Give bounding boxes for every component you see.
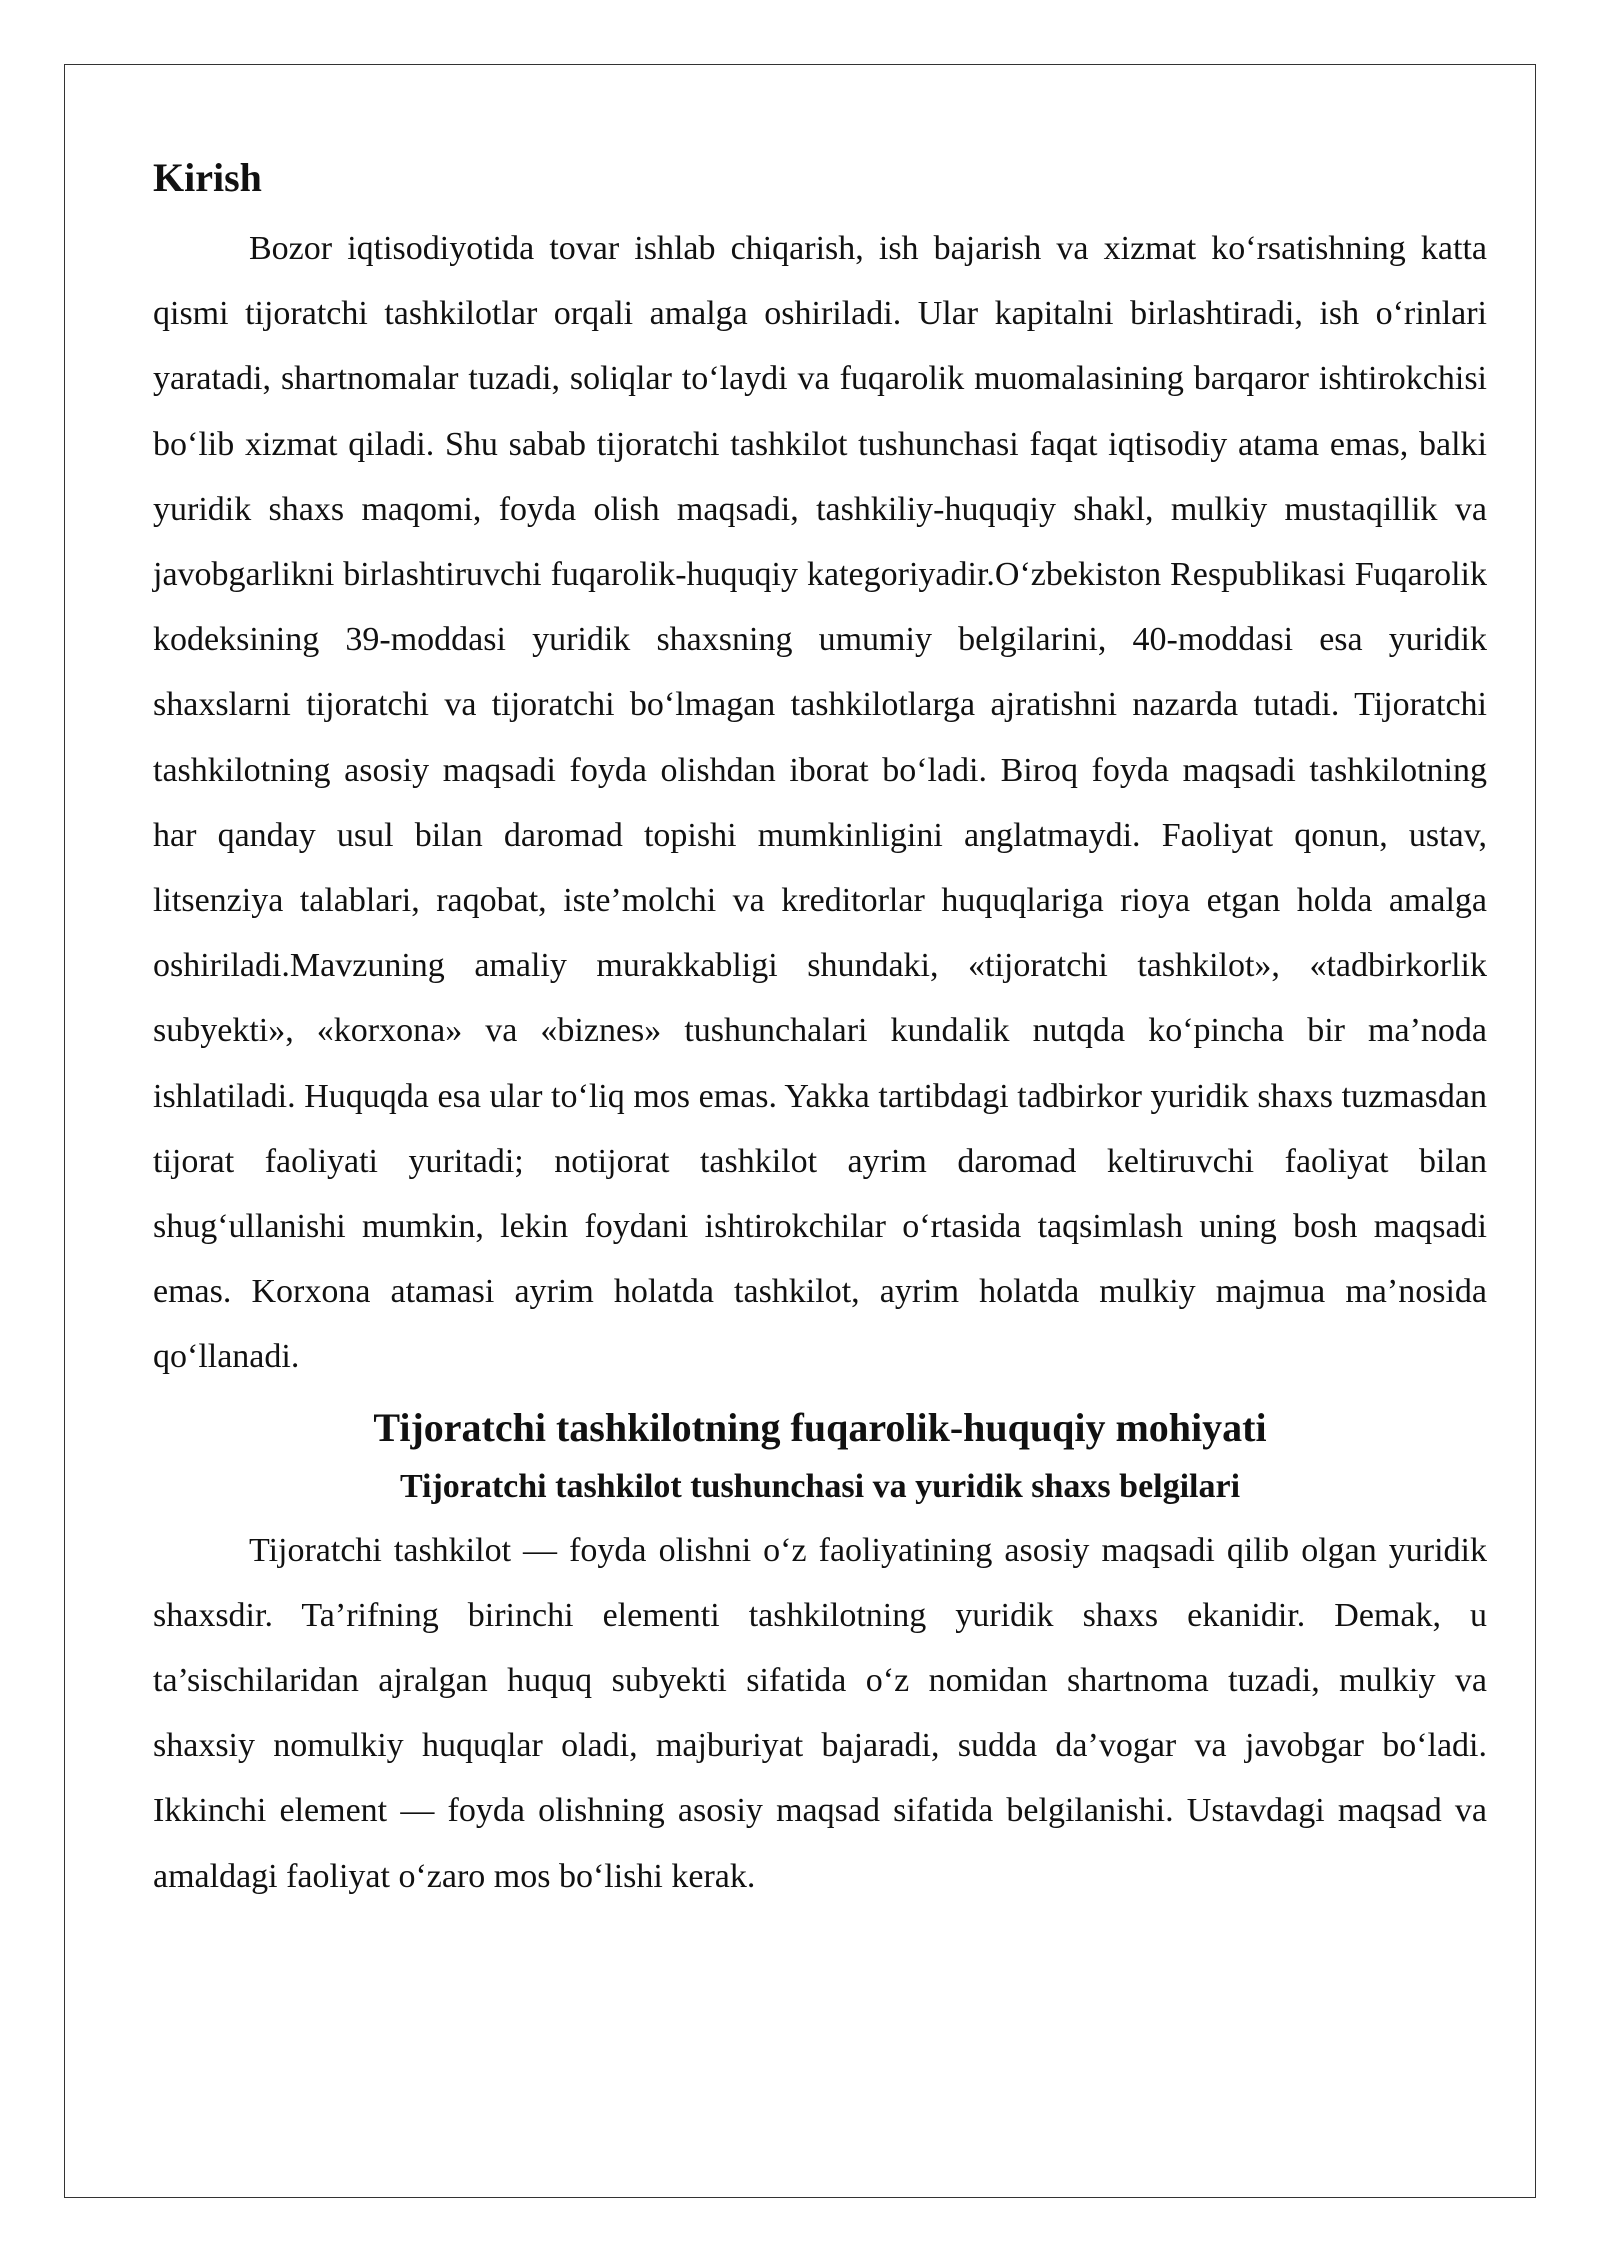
intro-paragraph: Bozor iqtisodiyotida tovar ishlab chiqarish, ish bajarish va xizmat ko‘rsatishning katta qismi tijoratchi tashkilotlar orqali amalga oshiriladi. Ular kapitalni birlashtiradi, ish o‘rinlari yaratadi, shartnomalar tuzadi, soliqlar to‘laydi va fuqarolik muomalasining barqaror ishtirokchisi bo‘lib xizmat qiladi. Shu sabab tijoratchi tashkilot tushunchasi faqat iqtisodiy atama emas, balki yuridik shaxs maqomi, foyda olish maqsadi, tashkiliy-huquqiy shakl, mulkiy mustaqillik va javobgarlikni birlashtiruvchi fuqarolik-huquqiy kategoriyadir.O‘zbekiston Respublikasi Fuqarolik kodeksining 39-moddasi yuridik shaxsning umumiy belgilarini, 40-moddasi esa yuridik shaxslarni tijoratchi va tijoratchi bo‘lmagan tashkilotlarga ajratishni nazarda tutadi. Tijoratchi tashkilotning asosiy maqsadi foyda olishdan iborat bo‘ladi. Biroq foyda maqsadi tashkilotning har qanday usul bilan daromad topishi mumkinligini anglatmaydi. Faoliyat qonun, ustav, litsenziya talablari, raqobat, iste’molchi va kreditorlar huquqlariga rioya etgan holda amalga oshiriladi.Mavzuning amaliy murakkabligi shundaki, «tijoratchi tashkilot», «tadbirkorlik subyekti», «korxona» va «biznes» tushunchalari kundalik nutqda ko‘pincha bir ma’noda ishlatiladi. Huquqda esa ular to‘liq mos emas. Yakka tartibdagi tadbirkor yuridik shaxs tuzmasdan tijorat faoliyati yuritadi; notijorat tashkilot ayrim daromad keltiruvchi faoliyat bilan shug‘ullanishi mumkin, lekin foydani ishtirokchilar o‘rtasida taqsimlash uning bosh maqsadi emas. Korxona atamasi ayrim holatda tashkilot, ayrim holatda mulkiy majmua ma’nosida qo‘llanadi. xyxy=(153,230,1487,1376)
document-body xyxy=(153,150,1487,1909)
section-heading: Tijoratchi tashkilotning fuqarolik-huquqiy mohiyati xyxy=(373,1404,1267,1450)
definition-paragraph: Tijoratchi tashkilot — foyda olishni o‘z faoliyatining asosiy maqsadi qilib olgan yuridik shaxsdir. Ta’rifning birinchi elementi tashkilotning yuridik shaxs ekanidir. Demak, u ta’sischilaridan ajralgan huquq subyekti sifatida o‘z nomidan shartnoma tuzadi, mulkiy va shaxsiy nomulkiy huquqlar oladi, majburiyat bajaradi, sudda da’vogar va javobgar bo‘ladi. Ikkinchi element — foyda olishning asosiy maqsad sifatida belgilanishi. Ustavdagi maqsad va amaldagi faoliyat o‘zaro mos bo‘lishi kerak. xyxy=(153,1531,1487,1895)
subsection-heading: Tijoratchi tashkilot tushunchasi va yuridik shaxs belgilari xyxy=(399,1467,1241,1505)
intro-heading: Kirish xyxy=(153,155,262,200)
